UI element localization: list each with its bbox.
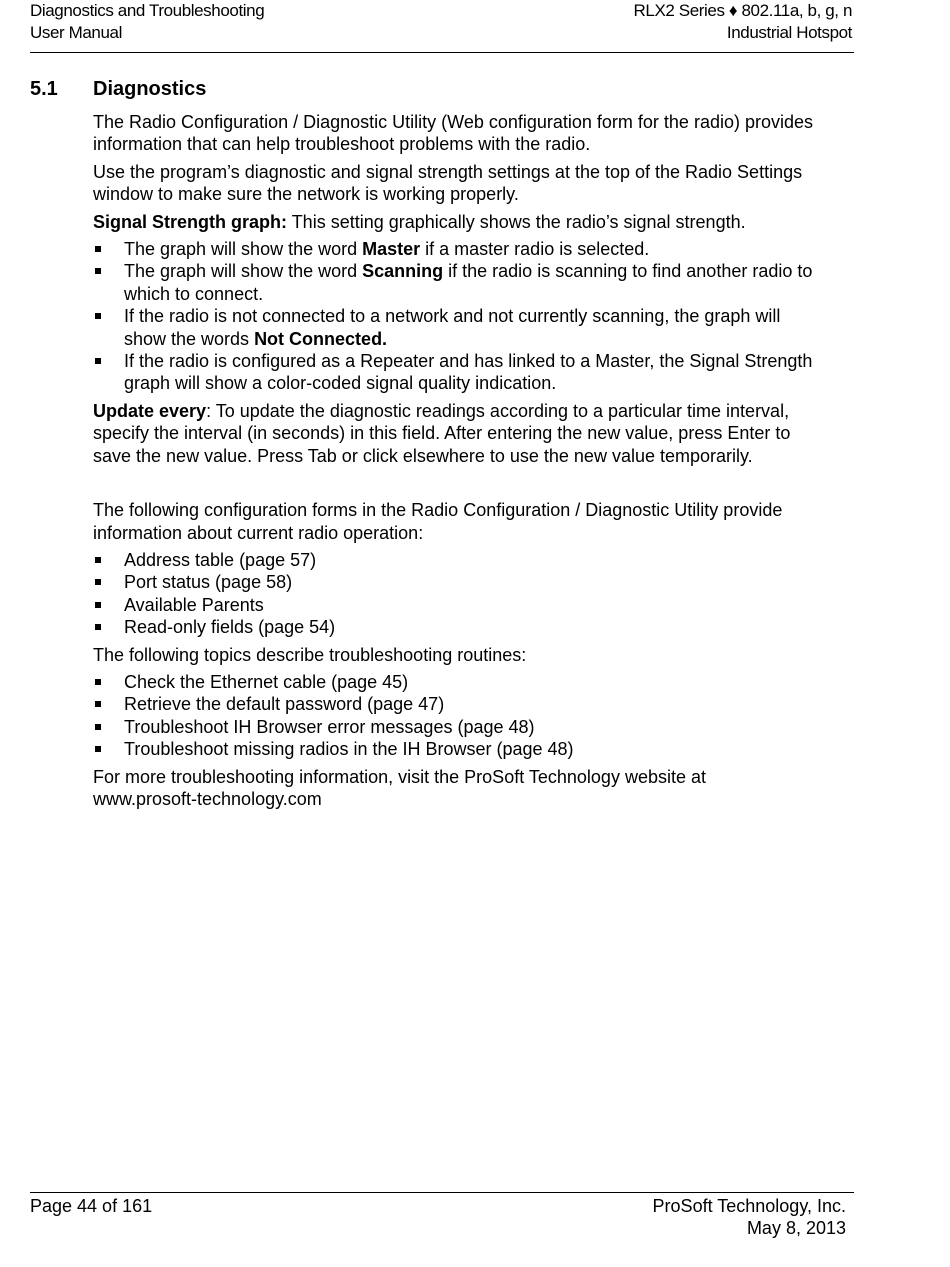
bullet-icon [95, 724, 101, 730]
bullet-icon [95, 679, 101, 685]
more-info-paragraph: For more troubleshooting information, visit the ProSoft Technology website at www.prosoft-technology.com [93, 766, 706, 809]
bullet-icon [95, 602, 101, 608]
list-item: If the radio is not connected to a network and not currently scanning, the graph will show the words Not Connected. [93, 305, 813, 350]
update-every-label: Update every [93, 400, 207, 421]
forms-bullet-list [93, 549, 813, 639]
bullet-icon [95, 557, 101, 563]
intro-paragraph: The Radio Configuration / Diagnostic Utility (Web configuration form for the radio) provides information that can help troubleshoot problems with the radio. [93, 112, 813, 155]
header-left [30, 0, 264, 44]
signal-bullet-list [93, 238, 813, 395]
forms-paragraph: The following configuration forms in the Radio Configuration / Diagnostic Utility provide information about current radio operation: [93, 500, 783, 543]
header-product-subtitle: Industrial Hotspot [726, 23, 852, 42]
list-item [93, 594, 813, 616]
header-right [634, 0, 852, 44]
footer-divider [30, 1192, 854, 1193]
list-item: The graph will show the word Scanning if the radio is scanning to find another radio to which to connect. [93, 260, 813, 305]
list-item [93, 716, 813, 738]
footer-right [653, 1195, 846, 1239]
bullet-icon [95, 358, 101, 364]
link-address-table[interactable]: Address table (page 57) [124, 549, 317, 570]
page-header [30, 0, 854, 53]
list-item [93, 671, 813, 693]
update-every-paragraph [93, 400, 813, 467]
page-number: Page 44 of 161 [30, 1196, 153, 1216]
link-missing-radios[interactable]: Troubleshoot missing radios in the IH Browser (page 48) [124, 739, 574, 760]
publication-date: May 8, 2013 [746, 1218, 846, 1238]
list-item: The graph will show the word Master if a master radio is selected. [93, 238, 813, 260]
header-chapter: Diagnostics and Troubleshooting [30, 1, 265, 20]
bullet-icon [95, 579, 101, 585]
signal-strength-text: This setting graphically shows the radio’s signal strength. [287, 211, 746, 232]
link-check-ethernet-cable[interactable]: Check the Ethernet cable (page 45) [124, 671, 409, 692]
update-every-text: : To update the diagnostic readings according to a particular time interval, specify the interval (in seconds) in this field. After entering the new value, press Enter to save the new value. Press Tab or click elsewhere to use the new value temporarily. [93, 400, 791, 466]
signal-strength-paragraph [93, 211, 813, 233]
page-content [93, 111, 813, 815]
signal-strength-label: Signal Strength graph: [93, 211, 288, 232]
link-retrieve-password[interactable]: Retrieve the default password (page 47) [124, 694, 445, 715]
section-title: Diagnostics [93, 78, 207, 100]
section-heading [30, 77, 206, 101]
header-doc-type: User Manual [30, 23, 122, 42]
header-product: RLX2 Series ♦ 802.11a, b, g, n [633, 1, 852, 20]
available-parents-item: Available Parents [124, 594, 264, 615]
topics-paragraph: The following topics describe troubleshooting routines: [93, 644, 527, 665]
bullet-icon [95, 701, 101, 707]
bullet-icon [95, 624, 101, 630]
bullet-icon [95, 268, 101, 274]
link-read-only-fields[interactable]: Read-only fields (page 54) [124, 617, 336, 638]
settings-paragraph: Use the program’s diagnostic and signal strength settings at the top of the Radio Settings window to make sure the network is working properly. [93, 161, 803, 205]
link-browser-errors[interactable]: Troubleshoot IH Browser error messages (page 48) [124, 716, 535, 737]
list-item [93, 693, 813, 715]
list-item [93, 616, 813, 638]
company-name: ProSoft Technology, Inc. [652, 1196, 846, 1216]
bullet-icon [95, 313, 101, 319]
list-item: If the radio is configured as a Repeater and has linked to a Master, the Signal Strength graph will show a color-coded signal quality indication. [93, 350, 813, 395]
link-port-status[interactable]: Port status (page 58) [124, 572, 293, 593]
list-item [93, 738, 813, 760]
list-item [93, 571, 813, 593]
list-item [93, 549, 813, 571]
bullet-icon [95, 746, 101, 752]
section-number: 5.1 [30, 78, 58, 100]
bullet-icon [95, 246, 101, 252]
topics-bullet-list [93, 671, 813, 761]
